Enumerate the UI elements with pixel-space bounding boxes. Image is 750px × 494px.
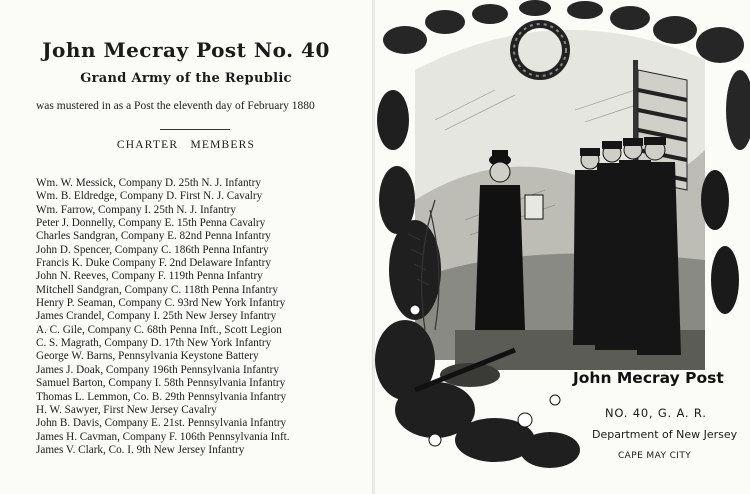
member-item: John N. Reeves, Company F. 119th Penna Infantry: [36, 270, 263, 283]
member-item: A. C. Gile, Company C. 68th Penna Inft., Scott Legion: [36, 323, 282, 336]
member-item: Samuel Barton, Company I. 58th Pennsylvania Infantry: [36, 377, 286, 390]
charter-member-list: [36, 177, 290, 457]
member-item: Wm. Farrow, Company I. 25th N. J. Infantry: [36, 203, 236, 216]
divider: [160, 129, 230, 130]
left-page: [0, 0, 372, 494]
charter-heading: CHARTER MEMBERS: [116, 139, 256, 151]
member-item: Peter J. Donnelly, Company E. 15th Penna Cavalry: [36, 217, 266, 230]
member-item: Wm. W. Messick, Company D. 25th N. J. Infantry: [36, 177, 261, 189]
member-item: George W. Barns, Pennsylvania Keystone Battery: [36, 350, 259, 363]
mustered-text: was mustered in as a Post the eleventh day of February 1880: [36, 100, 315, 112]
member-item: Mitchell Sandgran, Company C. 118th Penna Infantry: [36, 283, 278, 296]
member-item: John B. Davis, Company E. 21st. Pennsylvania Infantry: [36, 417, 287, 430]
member-item: C. S. Magrath, Company D. 17th New York Infantry: [36, 337, 272, 350]
right-post-number: NO. 40, G. A. R.: [605, 406, 707, 420]
gar-subtitle: Grand Army of the Republic: [80, 71, 292, 86]
right-department: Department of New Jersey: [592, 428, 738, 441]
member-item: James H. Cavman, Company F. 106th Pennsylvania Inft.: [36, 430, 290, 443]
right-post-name: John Mecray Post: [573, 369, 724, 387]
member-item: James Crandel, Company I. 25th New Jersey Infantry: [36, 310, 277, 323]
member-item: John D. Spencer, Company C. 186th Penna Infantry: [36, 243, 269, 256]
member-item: Charles Sandgran, Company E. 82nd Penna Infantry: [36, 230, 271, 243]
right-city: CAPE MAY CITY: [618, 451, 692, 461]
member-item: James J. Doak, Company 196th Pennsylvania Infantry: [36, 363, 279, 376]
member-item: Francis K. Duke Company F. 2nd Delaware Infantry: [36, 257, 271, 270]
member-item: H. W. Sawyer, First New Jersey Cavalry: [36, 403, 217, 416]
member-item: Wm. B. Eldredge, Company D. First N. J. Cavalry: [36, 190, 263, 203]
post-title: John Mecray Post No. 40: [42, 38, 330, 62]
member-item: Thomas L. Lemmon, Co. B. 29th Pennsylvania Infantry: [36, 390, 287, 403]
member-item: Henry P. Seaman, Company C. 93rd New York Infantry: [36, 297, 286, 310]
member-item: James V. Clark, Co. I. 9th New Jersey Infantry: [36, 443, 245, 456]
